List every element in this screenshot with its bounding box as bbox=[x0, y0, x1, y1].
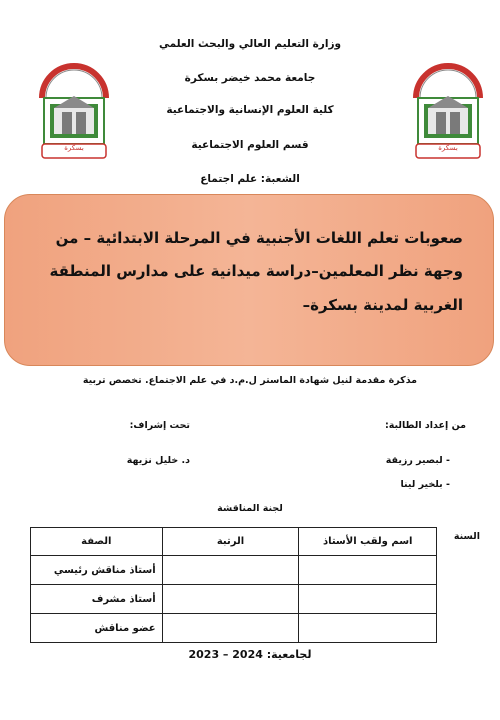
table-header-row bbox=[31, 528, 437, 556]
header-name: اسم ولقب الأستاذ bbox=[299, 528, 437, 556]
table-row bbox=[31, 614, 437, 643]
cell-name bbox=[299, 614, 437, 643]
cell-role: أستاذ مشرف bbox=[31, 585, 163, 614]
academic-year bbox=[150, 648, 350, 661]
thesis-title-line-2: وجهة نظر المعلمين–دراسة ميدانية على مدارس المنطقة bbox=[49, 262, 463, 280]
university-logo-left bbox=[38, 58, 110, 166]
prepared-by-label: من إعداد الطالبة: bbox=[384, 420, 466, 431]
header-role: الصفة bbox=[31, 528, 163, 556]
header-rank: الرتبة bbox=[162, 528, 299, 556]
cell-rank bbox=[162, 585, 299, 614]
cell-name bbox=[299, 585, 437, 614]
student-2-name: بلخير لينا bbox=[400, 479, 443, 490]
university-logo-right bbox=[412, 58, 484, 166]
academic-year-label: لجامعية: bbox=[266, 648, 312, 661]
ministry-name: وزارة التعليم العالي والبحث العلمي bbox=[158, 38, 342, 50]
branch-name: الشعبة: علم اجتماع bbox=[200, 173, 300, 185]
student-1-name: لبصير رزيقة bbox=[385, 455, 443, 466]
cell-rank bbox=[162, 556, 299, 585]
thesis-subtitle: مذكرة مقدمة لنيل شهادة الماستر ل.م.د في علم الاجتماع. تخصص تربية bbox=[82, 375, 418, 386]
cell-role: عضو مناقش bbox=[31, 614, 163, 643]
committee-table bbox=[30, 527, 437, 643]
year-label: السنة bbox=[453, 531, 480, 542]
cell-role: أستاذ مناقش رئيسي bbox=[31, 556, 163, 585]
academic-year-value: 2023 – 2024 bbox=[188, 648, 263, 661]
table-row bbox=[31, 585, 437, 614]
faculty-name: كلية العلوم الإنسانية والاجتماعية bbox=[166, 104, 334, 116]
cell-name bbox=[299, 556, 437, 585]
department-name: قسم العلوم الاجتماعية bbox=[191, 139, 309, 151]
university-name: جامعة محمد خيضر بسكرة bbox=[184, 72, 316, 84]
table-row bbox=[31, 556, 437, 585]
student-1: - لبصير رزيقة bbox=[385, 455, 450, 466]
logo-bottom-text: بسكرة bbox=[438, 144, 458, 152]
thesis-title-line-3: الغربية لمدينة بسكرة– bbox=[302, 296, 463, 314]
logo-bottom-text: بسكرة bbox=[64, 144, 84, 152]
committee-title: لجنة المناقشة bbox=[217, 503, 283, 514]
cell-rank bbox=[162, 614, 299, 643]
supervision-label: تحت إشراف: bbox=[129, 420, 190, 431]
thesis-title-line-1: صعوبات تعلم اللغات الأجنبية في المرحلة الابتدائية – من bbox=[55, 229, 463, 247]
supervisor-name: د. خليل نزيهة bbox=[126, 455, 190, 466]
thesis-title-box bbox=[4, 194, 494, 366]
student-2: - بلخير لينا bbox=[400, 479, 450, 490]
